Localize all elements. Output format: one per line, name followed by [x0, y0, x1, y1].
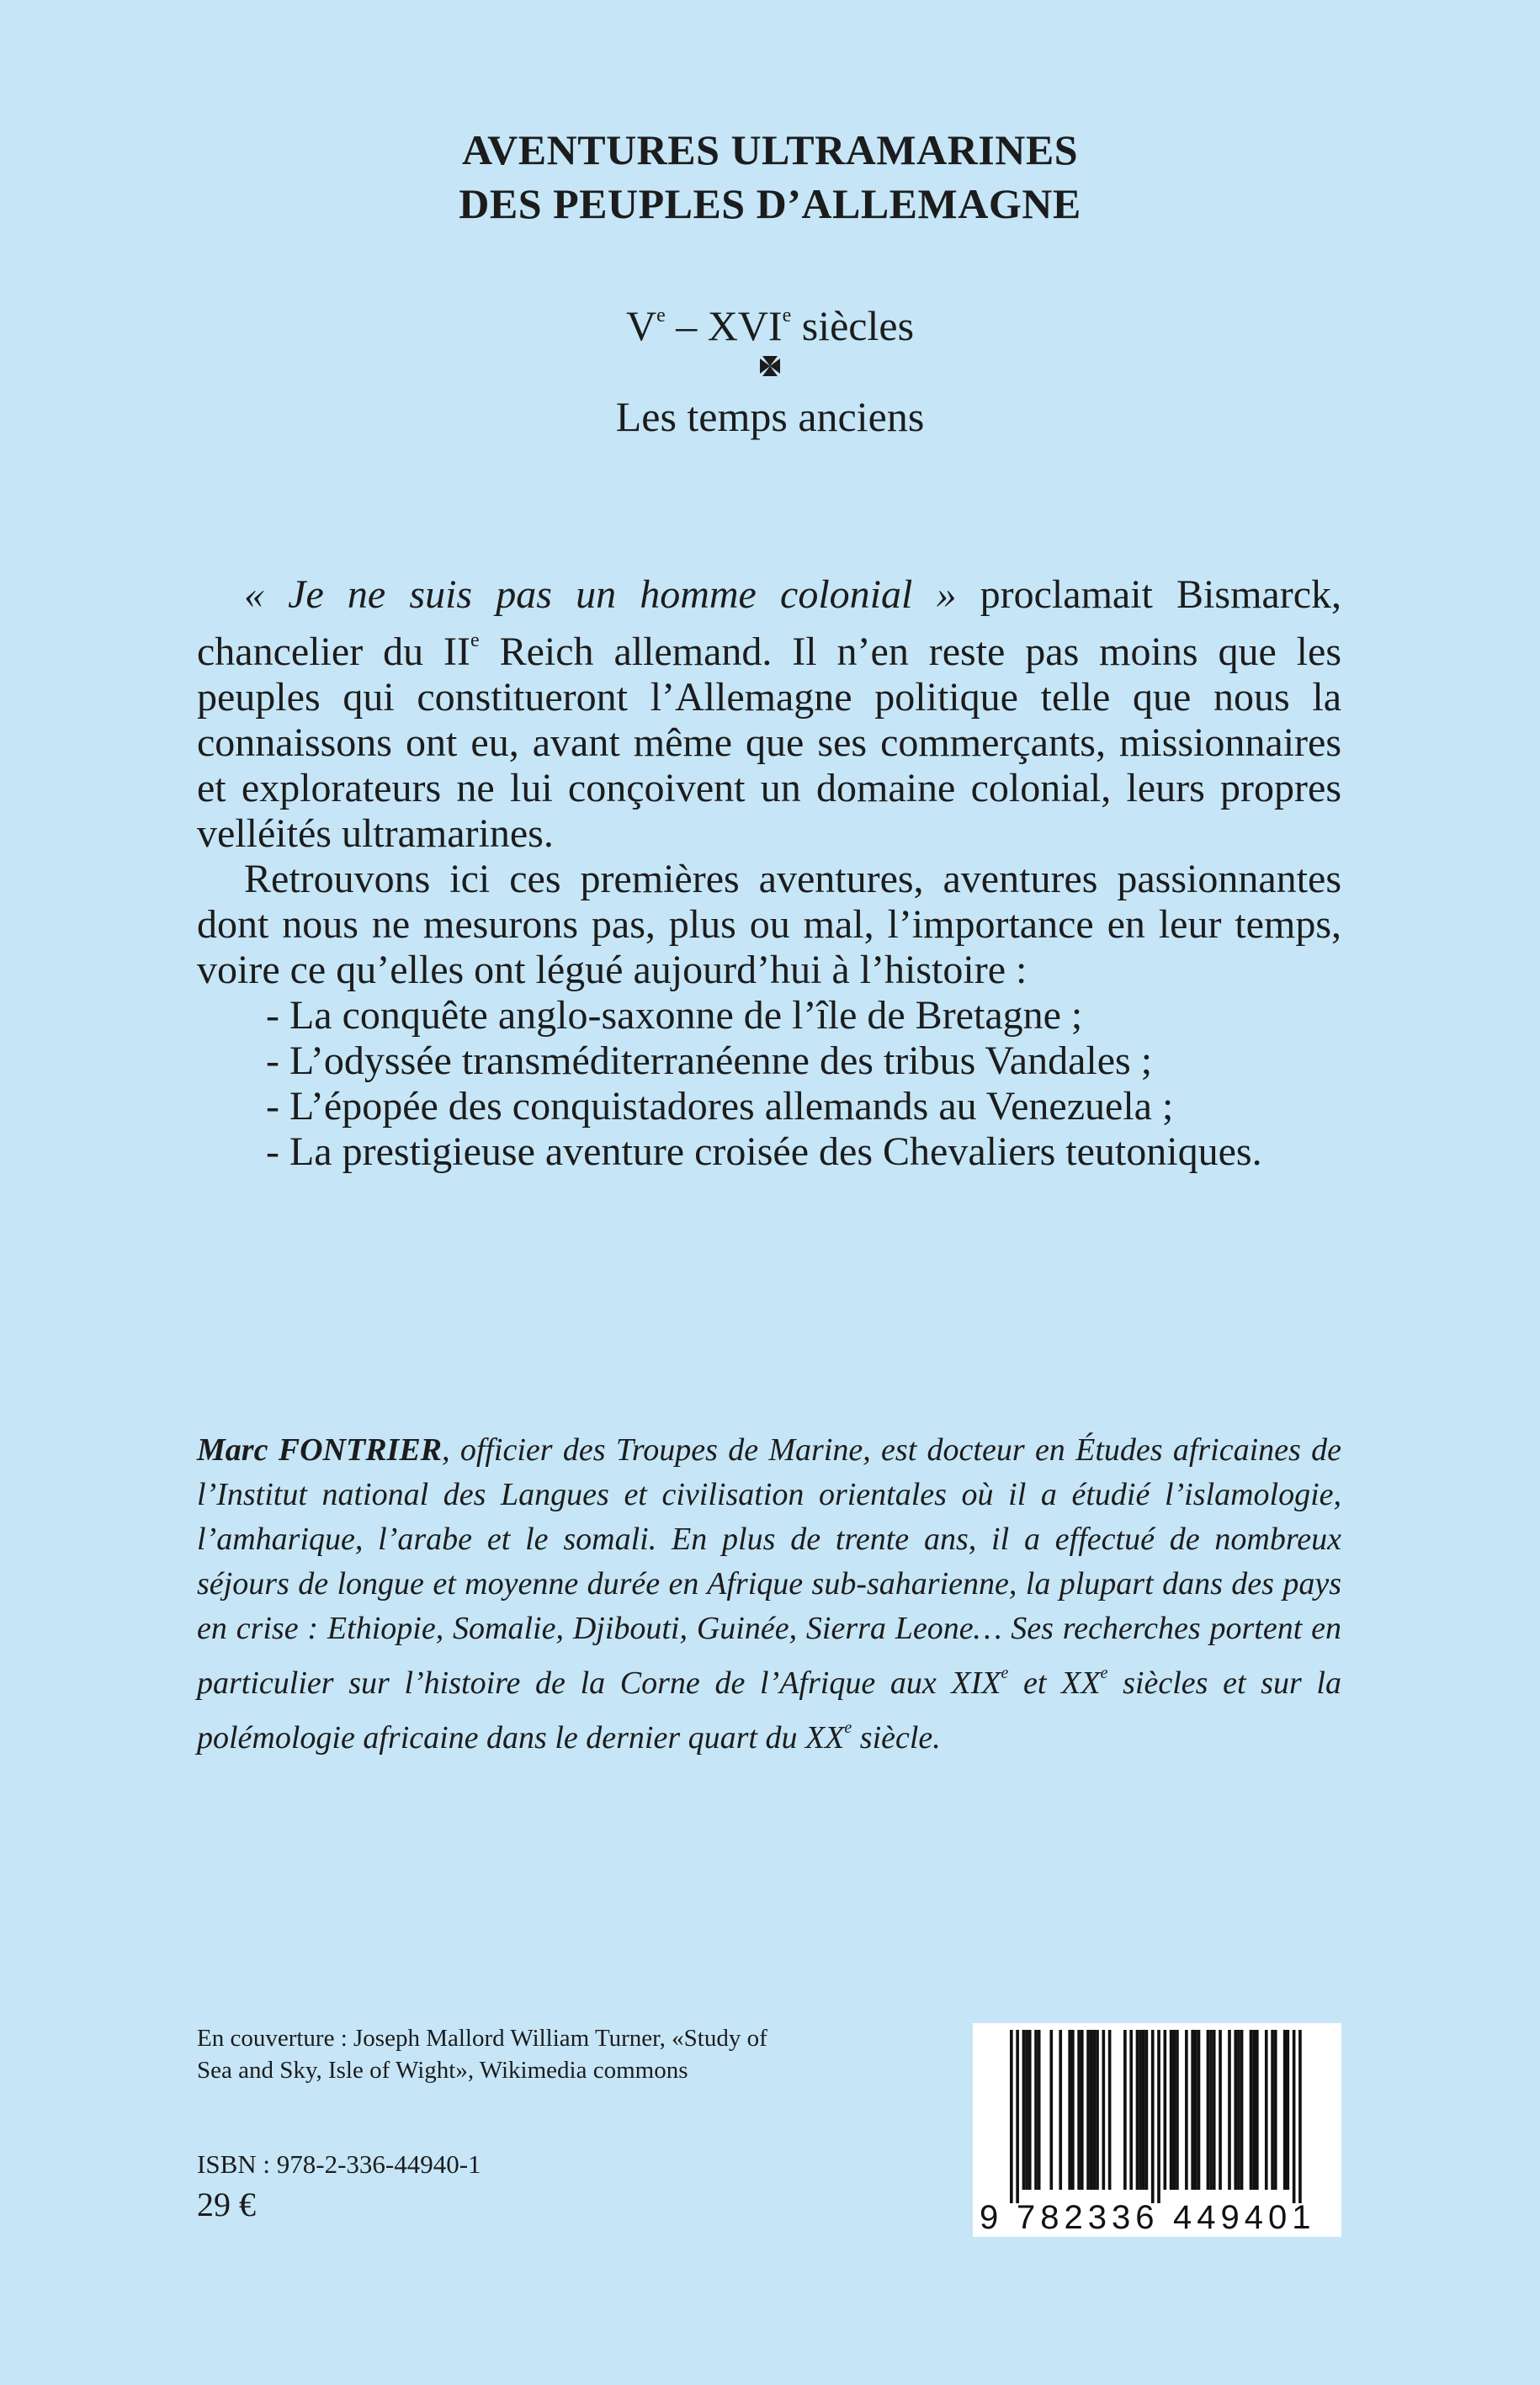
barcode-bar — [1151, 2030, 1155, 2203]
barcode-bar — [1102, 2030, 1106, 2190]
barcode-bar — [1022, 2030, 1026, 2190]
barcode — [973, 2023, 1341, 2237]
barcode-bar — [1219, 2030, 1222, 2190]
barcode-bar — [1265, 2030, 1268, 2190]
barcode-bar — [1038, 2030, 1041, 2190]
bio-sup-3: e — [844, 1718, 852, 1737]
century-start: V — [625, 302, 657, 349]
adventure-list — [197, 993, 1341, 1175]
list-item: - L’épopée des conquistadores allemands au Venezuela ; — [266, 1084, 1174, 1129]
barcode-bar — [1010, 2030, 1013, 2203]
bio-text-4: siècle. — [852, 1720, 941, 1756]
barcode-bar — [1194, 2030, 1197, 2190]
barcode-bar — [1274, 2030, 1277, 2190]
list-item: - L’odyssée transméditerranéenne des tribus Vandales ; — [266, 1038, 1153, 1083]
barcode-bar — [1059, 2030, 1062, 2190]
barcode-graphic — [973, 2023, 1341, 2237]
reich-sup: e — [470, 629, 480, 651]
barcode-bar — [1287, 2030, 1290, 2190]
barcode-bar — [1228, 2030, 1231, 2190]
barcode-bar — [1298, 2030, 1302, 2203]
barcode-left-digits: 782336 — [1017, 2199, 1160, 2236]
bio-sup-2: e — [1100, 1664, 1108, 1682]
barcode-bar — [1068, 2030, 1071, 2190]
barcode-bar — [1145, 2030, 1149, 2190]
barcode-bar — [1139, 2030, 1142, 2190]
barcode-bar — [1185, 2030, 1188, 2190]
barcode-bar — [1197, 2030, 1201, 2190]
subtitle: Les temps anciens — [615, 393, 925, 440]
barcode-bar — [1271, 2030, 1274, 2190]
author-name: Marc FONTRIER — [197, 1432, 443, 1468]
blurb-paragraph-2: Retrouvons ici ces premières aventures, aventures passionnantes dont nous ne mesurons pas, plus ou mal, l’importance en leur temps, voire ce qu’elles ont légué aujourd’hui à l’histoire : — [197, 857, 1341, 992]
barcode-bar — [1071, 2030, 1075, 2190]
bio-text-2: et XX — [1008, 1665, 1101, 1701]
bio-text-1: , officier des Troupes de Marine, est docteur en Études africaines de l’Institut national des Langues et civilisation orientales où il a étudié l’islamologie, l’amharique, l’arabe et le somali. En plus de trente ans, il a effectué de nombreux séjours de longue et moyenne durée en Afrique sub-saharienne, la plupart dans des pays en crise : Ethiopie, Somalie, Djibouti, Guinée, Sierra Leone… Ses recherches portent en particulier sur l’histoire de la Corne de l’Afrique aux XIX — [197, 1432, 1341, 1701]
isbn: ISBN : 978-2-336-44940-1 — [197, 2149, 481, 2179]
century-start-sup: e — [656, 305, 666, 327]
barcode-bar — [1136, 2030, 1139, 2190]
barcode-bar — [1129, 2030, 1133, 2190]
blurb — [197, 572, 1341, 1175]
bismarck-quote: « Je ne suis pas un homme colonial » — [244, 572, 957, 617]
barcode-bar — [1028, 2030, 1032, 2190]
barcode-bar — [1077, 2030, 1081, 2190]
centuries-heading — [0, 290, 1540, 351]
blurb-text-cont: Reich allemand. Il n’en reste pas moins que les peuples qui constitueront l’Allemagne politique telle que nous la connaissons ont eu, avant même que ses commerçants, missionnaires et explorateurs ne lui conçoivent un domaine colonial, leurs propres velléités ultramarines. — [197, 629, 1342, 856]
barcode-bar — [1025, 2030, 1028, 2190]
barcode-bar — [1034, 2030, 1038, 2190]
blurb-text: proclamait Bismarck, chancelier du II — [197, 572, 1341, 674]
barcode-bar — [1207, 2030, 1210, 2190]
barcode-bar — [1123, 2030, 1127, 2190]
barcode-bar — [1293, 2030, 1296, 2203]
barcode-bar — [1081, 2030, 1084, 2190]
barcode-bar — [1172, 2030, 1176, 2190]
century-dash: – — [665, 302, 708, 349]
book-title — [0, 123, 1540, 231]
blurb-paragraph-1 — [197, 572, 1341, 857]
barcode-bars — [1010, 2030, 1302, 2203]
barcode-bar — [1142, 2030, 1145, 2190]
maltese-cross-icon — [757, 353, 783, 379]
title-line-2: DES PEUPLES D’ALLEMAGNE — [459, 180, 1081, 227]
barcode-bar — [1049, 2030, 1053, 2190]
barcode-bar — [1256, 2030, 1259, 2190]
barcode-right-digits: 449401 — [1173, 2199, 1316, 2236]
barcode-bar — [1250, 2030, 1253, 2190]
barcode-bar — [1234, 2030, 1237, 2190]
barcode-bar — [1093, 2030, 1097, 2190]
barcode-bar — [1191, 2030, 1194, 2190]
barcode-bar — [1237, 2030, 1240, 2190]
barcode-lead-digit: 9 — [980, 2199, 999, 2236]
list-item: - La conquête anglo-saxonne de l’île de Bretagne ; — [266, 993, 1083, 1038]
century-end: XVI — [707, 302, 783, 349]
barcode-bar — [1086, 2030, 1090, 2190]
price: 29 € — [197, 2186, 256, 2223]
cover-credit: En couverture : Joseph Mallord William Turner, «Study of Sea and Sky, Isle of Wight», Wikimedia commons — [197, 2025, 767, 2084]
barcode-bar — [1252, 2030, 1256, 2190]
barcode-bar — [1213, 2030, 1216, 2190]
barcode-bar — [1283, 2030, 1287, 2190]
barcode-bar — [1157, 2030, 1160, 2203]
barcode-bar — [1164, 2030, 1167, 2190]
barcode-bar — [1090, 2030, 1093, 2190]
barcode-bar — [1209, 2030, 1213, 2190]
author-bio — [197, 1428, 1341, 1761]
barcode-bar — [1016, 2030, 1019, 2203]
barcode-bar — [1108, 2030, 1112, 2190]
bio-sup-1: e — [1001, 1664, 1009, 1682]
title-line-1: AVENTURES ULTRAMARINES — [461, 126, 1079, 173]
barcode-bar — [1170, 2030, 1173, 2190]
barcode-bar — [1176, 2030, 1179, 2190]
century-word: siècles — [791, 302, 915, 349]
barcode-bar — [1240, 2030, 1244, 2190]
list-item: - La prestigieuse aventure croisée des Chevaliers teutoniques. — [266, 1129, 1262, 1174]
century-end-sup: e — [782, 305, 792, 327]
bio-text-3: siècles et sur la polémologie africaine dans le dernier quart du XX — [197, 1665, 1341, 1756]
barcode-bar — [1096, 2030, 1099, 2190]
